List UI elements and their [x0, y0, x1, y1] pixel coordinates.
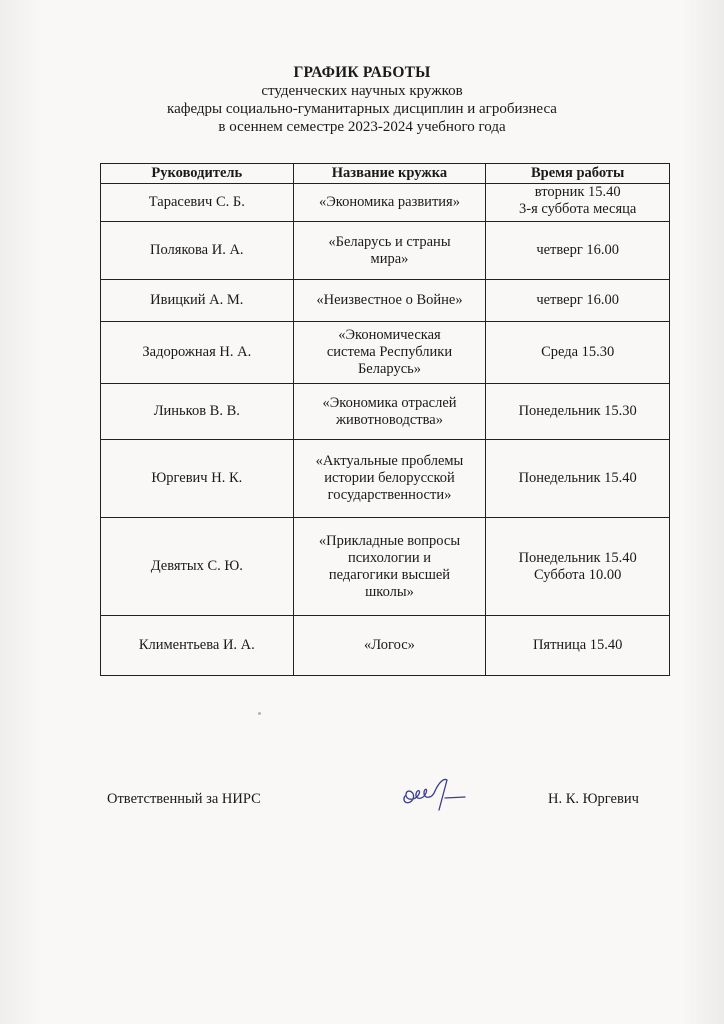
club-name-line: «Беларусь и страны — [328, 233, 451, 250]
document-header — [0, 64, 724, 136]
club-name-line: мира» — [370, 250, 409, 267]
club-name-line: животноводства» — [335, 411, 443, 428]
cell-club-name — [293, 222, 486, 280]
cell-leader: Полякова И. А. — [101, 222, 294, 280]
column-header-leader: Руководитель — [101, 164, 294, 184]
club-name-line: «Логос» — [364, 637, 415, 653]
club-name-line: «Прикладные вопросы — [318, 532, 461, 549]
club-name-line: Беларусь» — [357, 361, 421, 377]
time-line: четверг 16.00 — [536, 292, 620, 308]
time-line: Среда 15.30 — [541, 344, 615, 360]
cell-leader: Задорожная Н. А. — [101, 322, 294, 384]
club-name-line: государственности» — [327, 487, 452, 503]
cell-club-name — [293, 384, 486, 440]
cell-time — [486, 518, 670, 616]
cell-club-name — [293, 322, 486, 384]
column-header-time: Время работы — [486, 164, 670, 184]
cell-club-name — [293, 184, 486, 222]
column-header-club-name: Название кружка — [293, 164, 486, 184]
subtitle-line-2: кафедры социально-гуманитарных дисциплин и агробизнеса — [167, 101, 557, 117]
cell-club-name — [293, 616, 486, 676]
signature-icon — [395, 772, 479, 812]
club-name-line: «Неизвестное о Войне» — [316, 292, 463, 308]
cell-leader: Линьков В. В. — [101, 384, 294, 440]
club-name-line: система Республики — [326, 344, 453, 360]
club-name-line: «Экономическая — [338, 327, 441, 343]
table-row — [101, 440, 670, 518]
cell-time — [486, 322, 670, 384]
schedule-table — [100, 163, 670, 676]
time-line: 3-я суббота месяца — [519, 201, 637, 217]
table-row — [101, 518, 670, 616]
cell-time — [486, 184, 670, 222]
time-line: Пятница 15.40 — [532, 637, 623, 653]
responsible-label: Ответственный за НИРС — [107, 791, 261, 807]
table-row — [101, 616, 670, 676]
time-line: Суббота 10.00 — [533, 566, 622, 583]
cell-time — [486, 280, 670, 322]
club-name-line: школы» — [365, 583, 414, 600]
cell-club-name — [293, 440, 486, 518]
cell-time — [486, 616, 670, 676]
subtitle-line-3: в осеннем семестре 2023-2024 учебного года — [218, 119, 506, 135]
cell-time — [486, 440, 670, 518]
document-title: ГРАФИК РАБОТЫ — [293, 64, 431, 81]
time-line: четверг 16.00 — [536, 242, 620, 258]
club-name-line: психологии и — [347, 549, 432, 566]
table-row — [101, 222, 670, 280]
time-line: Понедельник 15.30 — [518, 403, 637, 419]
table-row — [101, 280, 670, 322]
club-name-line: «Экономика отраслей — [322, 394, 457, 411]
paper-speck — [258, 712, 261, 715]
table-row — [101, 384, 670, 440]
club-name-line: истории белорусской — [324, 470, 455, 486]
time-line: вторник 15.40 — [534, 184, 621, 200]
club-name-line: «Экономика развития» — [318, 194, 460, 210]
cell-club-name — [293, 518, 486, 616]
cell-leader: Юргевич Н. К. — [101, 440, 294, 518]
cell-club-name — [293, 280, 486, 322]
time-line: Понедельник 15.40 — [518, 549, 637, 566]
time-line: Понедельник 15.40 — [518, 470, 637, 486]
cell-leader: Девятых С. Ю. — [101, 518, 294, 616]
club-name-line: педагогики высшей — [328, 566, 451, 583]
cell-leader: Климентьева И. А. — [101, 616, 294, 676]
cell-leader: Тарасевич С. Б. — [101, 184, 294, 222]
responsible-name: Н. К. Юргевич — [548, 791, 639, 807]
cell-time — [486, 222, 670, 280]
cell-leader: Ивицкий А. М. — [101, 280, 294, 322]
table-row — [101, 322, 670, 384]
cell-time — [486, 384, 670, 440]
table-row — [101, 184, 670, 222]
subtitle-line-1: студенческих научных кружков — [261, 83, 463, 99]
table-body — [101, 184, 670, 676]
table-header-row — [101, 164, 670, 184]
club-name-line: «Актуальные проблемы — [315, 453, 464, 469]
